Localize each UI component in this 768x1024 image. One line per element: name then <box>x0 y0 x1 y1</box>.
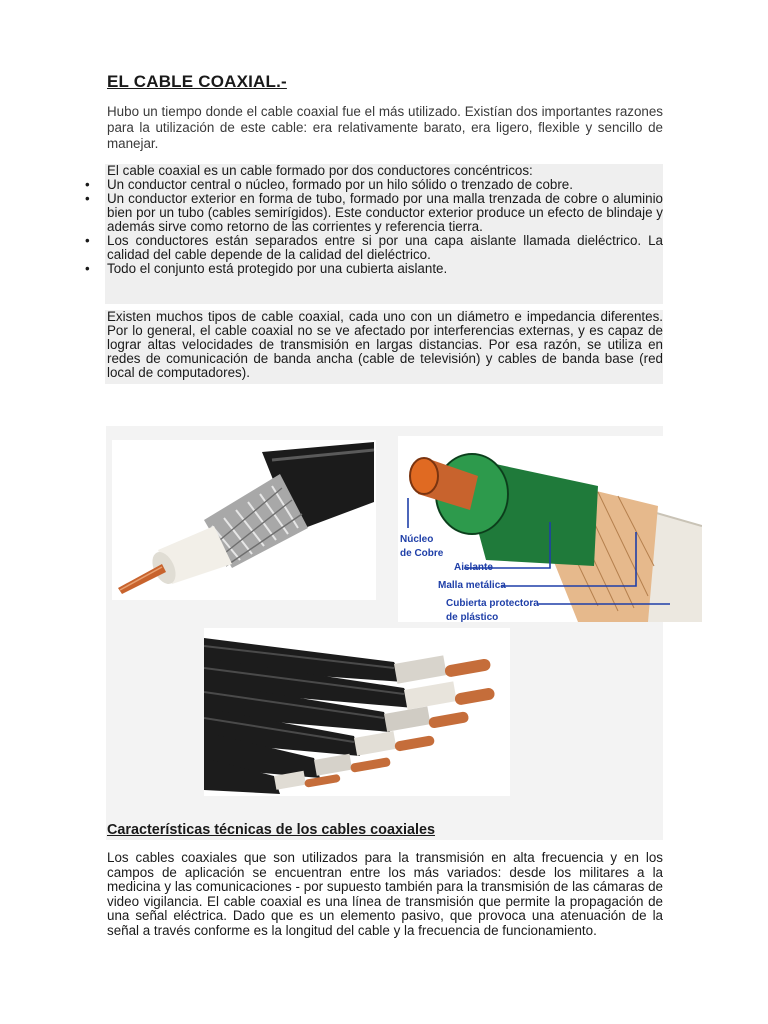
label-core-line2: de Cobre <box>400 548 444 559</box>
list-item: • Los conductores están separados entre si por una capa aislante llamada dieléctrico. La calidad del cable depende de la calidad del dieléctrico. <box>85 233 663 262</box>
cable-bundle-photo <box>204 628 510 796</box>
label-jacket-line2: de plástico <box>446 612 499 622</box>
conductors-list <box>85 177 663 276</box>
bullet-icon: • <box>85 261 90 276</box>
label-core-line1: Núcleo <box>400 534 434 545</box>
technical-paragraph: Los cables coaxiales que son utilizados para la transmisión en alta frecuencia y en los campos de aplicación se encuentran entre los más variados: desde los militares a la medicina y las comunicaciones - por supuesto también para la transmisión de las cámaras de video vigilancia. El cable coaxial es una línea de transmisión que permite la propagación de una señal eléctrica. Dado que es un elemento pasivo, que provoca una atenuación de la señal a través conforme es la longitud del cable y la frecuencia de funcionamiento. <box>107 850 663 938</box>
bullet-icon: • <box>85 177 90 192</box>
types-paragraph: Existen muchos tipos de cable coaxial, cada uno con un diámetro e impedancia diferentes. Por lo general, el cable coaxial no se ve afectado por interferencias externas, y es capaz de lograr altas velocidades de transmisión en largas distancias. Por esa razón, se utiliza en redes de comunicación de banda ancha (cable de televisión) y cables de banda base (red local de computadores). <box>107 309 663 380</box>
types-section <box>105 310 663 384</box>
bullet-icon: • <box>85 191 90 206</box>
label-insulator: Aislante <box>454 562 493 573</box>
conductors-section <box>85 163 663 304</box>
list-item: • Un conductor central o núcleo, formado por un hilo sólido o trenzado de cobre. <box>85 177 573 192</box>
list-item: • Todo el conjunto está protegido por una cubierta aislante. <box>85 261 448 276</box>
technical-subheading: Características técnicas de los cables coaxiales <box>107 822 435 838</box>
coax-layers-diagram <box>398 436 702 622</box>
label-mesh: Malla metálica <box>438 580 506 591</box>
intro-paragraph: Hubo un tiempo donde el cable coaxial fue el más utilizado. Existían dos importantes razones para la utilización de este cable: era relativamente barato, era ligero, flexible y sencillo de manejar. <box>107 104 663 151</box>
page-title: EL CABLE COAXIAL.- <box>107 72 287 91</box>
bullet-icon: • <box>85 233 90 248</box>
image-panel <box>106 426 663 840</box>
label-jacket-line1: Cubierta protectora <box>446 598 539 609</box>
coax-cable-photo <box>112 440 376 600</box>
list-item: • Un conductor exterior en forma de tubo, formado por una malla trenzada de cobre o aluminio bien por un tubo (cables semirígidos). Este conductor exterior produce un efecto de blindaje y además sirve como retorno de las corrientes y referencia tierra. <box>85 191 663 234</box>
conductors-lead: El cable coaxial es un cable formado por dos conductores concéntricos: <box>107 163 533 178</box>
